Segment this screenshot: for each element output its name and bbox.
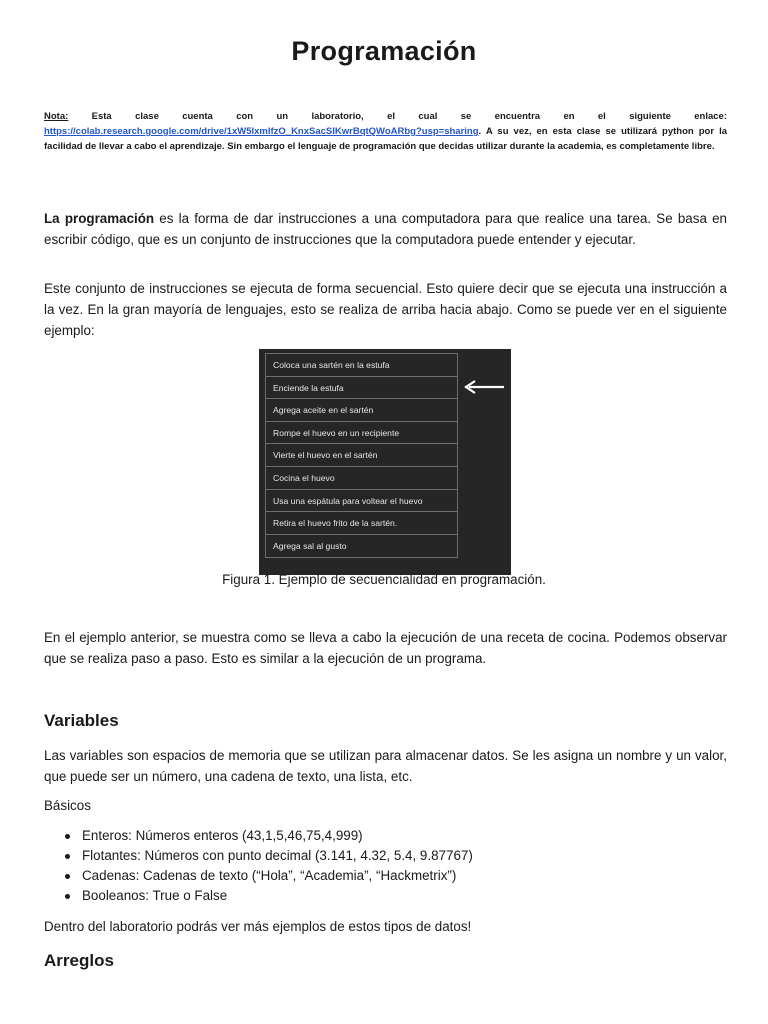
after-figure-paragraph: En el ejemplo anterior, se muestra como se lleva a cabo la ejecución de una receta de cocina. Podemos observar que se realiza paso a paso. Esto es similar a la ejecución de un programa. [44,630,727,666]
page-title: Programación [291,36,477,66]
variables-closing: Dentro del laboratorio podrás ver más ejemplos de estos tipos de datos! [44,919,472,934]
recipe-step: Agrega aceite en el sartén [266,399,457,422]
current-step-arrow-icon [463,380,505,394]
variables-heading: Variables [44,711,119,730]
recipe-step: Cocina el huevo [266,467,457,490]
note-text-before: Esta clase cuenta con un laboratorio, el cual se encuentra en el siguiente enlace: [68,111,727,122]
intro-rest: es la forma de dar instrucciones a una computadora para que realice una tarea. Se basa en escribir código, que es un conjunto de instrucciones que la computadora puede entender y ejecutar. [44,211,727,247]
note-label: Nota: [44,111,69,122]
note-text-after: . A su vez, en esta clase se utilizará python por la facilidad de llevar a cabo el aprendizaje. Sin embargo el lenguaje de programación que decidas utilizar durante la academia, es completamente libre. [44,126,727,152]
list-item: Cadenas: Cadenas de texto (“Hola”, “Academia”, “Hackmetrix”) [44,866,727,886]
arrays-heading: Arreglos [44,951,114,970]
figure-caption: Figura 1. Ejemplo de secuencialidad en programación. [222,572,546,587]
sequential-paragraph: Este conjunto de instrucciones se ejecuta de forma secuencial. Esto quiere decir que se ejecuta una instrucción a la vez. En la gran mayoría de lenguajes, esto se realiza de arriba hacia abajo. Como se puede ver en el siguiente ejemplo: [44,281,727,338]
intro-paragraph [44,208,727,250]
recipe-step-list [265,353,458,558]
recipe-step: Coloca una sartén en la estufa [266,354,457,377]
basics-subheading: Básicos [44,798,91,813]
sequence-figure [259,349,511,575]
list-item: Enteros: Números enteros (43,1,5,46,75,4,999) [44,826,727,846]
lab-note [44,109,727,154]
list-item: Flotantes: Números con punto decimal (3.141, 4.32, 5.4, 9.87767) [44,846,727,866]
recipe-step: Usa una espátula para voltear el huevo [266,490,457,513]
list-item: Booleanos: True o False [44,886,727,906]
recipe-step: Rompe el huevo en un recipiente [266,422,457,445]
intro-bold-term: La programación [44,211,155,226]
variables-paragraph: Las variables son espacios de memoria que se utilizan para almacenar datos. Se les asigna un nombre y un valor, que puede ser un número, una cadena de texto, una lista, etc. [44,748,727,784]
recipe-step: Agrega sal al gusto [273,540,347,551]
recipe-step: Retira el huevo frito de la sartén. [266,512,457,535]
colab-link[interactable]: https://colab.research.google.com/drive/1xW5lxmlfzO_KnxSacSIKwrBqtQWoARbg?usp=sharing [44,126,479,137]
recipe-step: Vierte el huevo en el sartén [266,444,457,467]
recipe-step: Enciende la estufa [266,377,457,400]
data-types-list [44,826,727,906]
